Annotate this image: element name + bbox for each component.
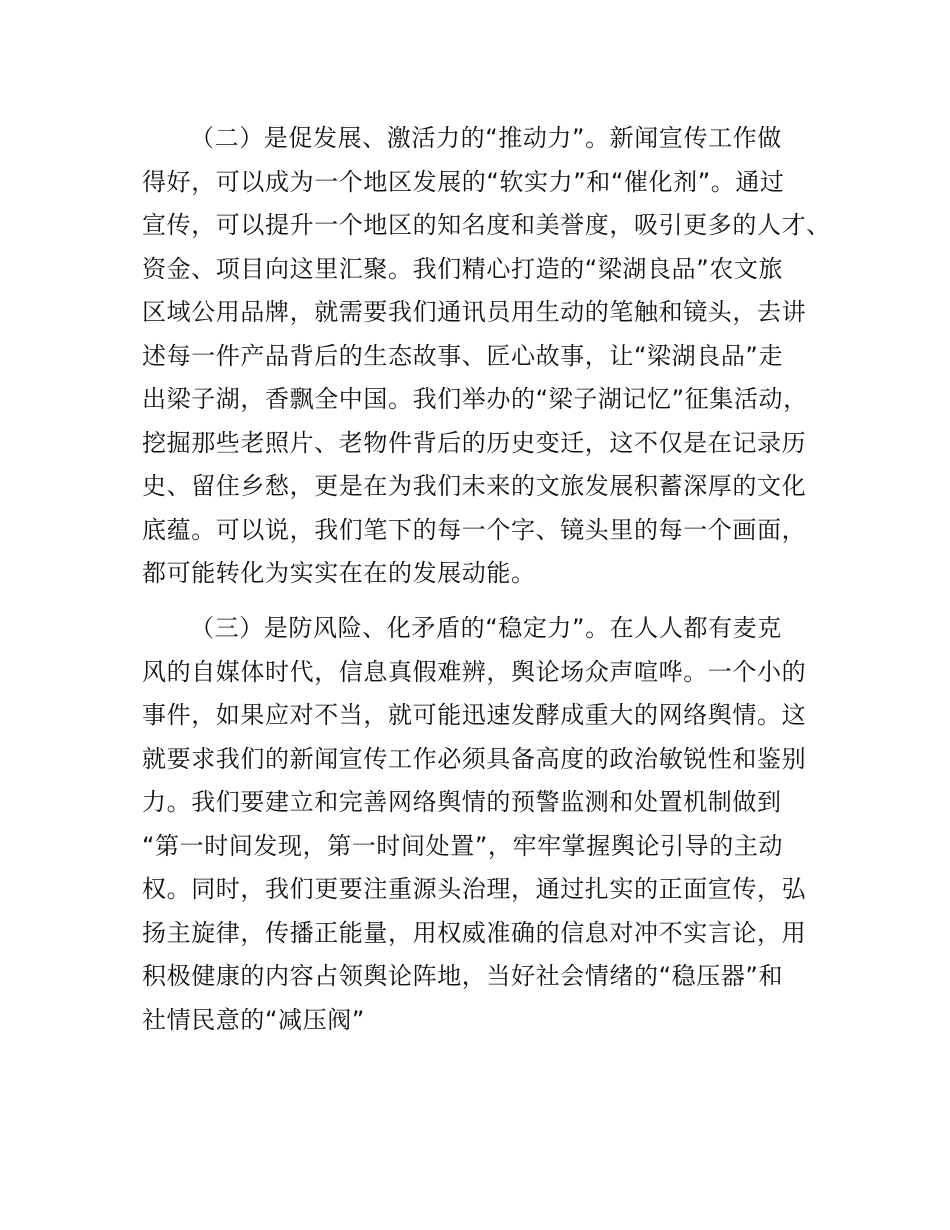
paragraph-line: 资金、项目向这里汇聚。我们精心打造的“梁湖良品”农文旅 — [142, 254, 784, 283]
paragraph-line: 事件，如果应对不当，就可能迅速发酵成重大的网络舆情。这 — [142, 701, 807, 729]
paragraph-line: 宣传，可以提升一个地区的知名度和美誉度，吸引更多的人才、 — [142, 211, 831, 239]
paragraph-line: 扬主旋律，传播正能量，用权威准确的信息对冲不实言论，用 — [142, 918, 807, 947]
paragraph-line: （三）是防风险、化矛盾的“稳定力”。在人人都有麦克 — [190, 614, 782, 642]
paragraph-stability-force — [142, 607, 832, 1042]
paragraph-line: 权。同时，我们更要注重源头治理，通过扎实的正面宣传，弘 — [142, 875, 807, 903]
paragraph-line: 述每一件产品背后的生态故事、匠心故事，让“梁湖良品”走 — [142, 341, 784, 370]
paragraph-line: （二）是促发展、激活力的“推动力”。新闻宣传工作做 — [190, 124, 782, 152]
paragraph-line: 风的自媒体时代，信息真假难辨，舆论场众声喧哗。一个小的 — [142, 657, 807, 686]
paragraph-line: 区域公用品牌，就需要我们通讯员用生动的笔触和镜头，去讲 — [142, 298, 807, 326]
paragraph-line: 力。我们要建立和完善网络舆情的预警监测和处置机制做到 — [142, 788, 782, 816]
paragraph-line: 史、留住乡愁，更是在为我们未来的文旅发展积蓄深厚的文化 — [142, 472, 807, 500]
paragraph-line: 积极健康的内容占领舆论阵地，当好社会情绪的“稳压器”和 — [142, 962, 784, 990]
paragraph-line: 底蕴。可以说，我们笔下的每一个字、镜头里的每一个画面， — [142, 515, 807, 544]
paragraph-line: 挖掘那些老照片、老物件背后的历史变迁，这不仅是在记录历 — [142, 428, 807, 457]
paragraph-promotion-force — [142, 117, 832, 596]
paragraph-line: 就要求我们的新闻宣传工作必须具备高度的政治敏锐性和鉴别 — [142, 744, 807, 773]
paragraph-line: 得好，可以成为一个地区发展的“软实力”和“催化剂”。通过 — [142, 167, 785, 196]
paragraph-line: 都可能转化为实实在在的发展动能。 — [142, 559, 536, 587]
paragraph-line: 出梁子湖，香飘全中国。我们举办的“梁子湖记忆”征集活动， — [142, 385, 808, 413]
paragraph-line: 社情民意的“减压阀” — [142, 1005, 365, 1034]
paragraph-line: “第一时间发现，第一时间处置”，牢牢掌握舆论引导的主动 — [142, 831, 784, 860]
